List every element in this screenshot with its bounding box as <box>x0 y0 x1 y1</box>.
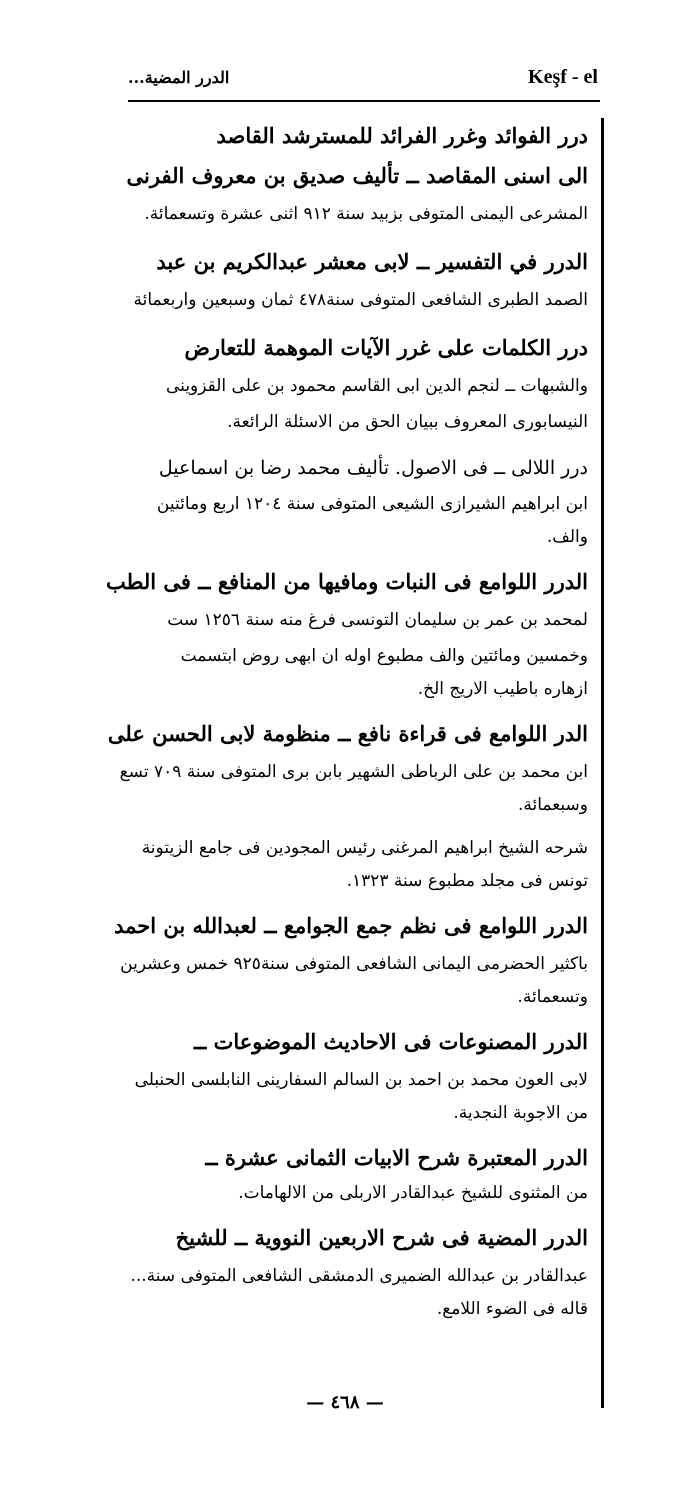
entry-title-line: الدرر المصنوعات فى الاحاديث الموضوعات ــ <box>193 1029 588 1054</box>
entry-title-line: الدر اللوامع فى قراءة نافع ــ منظومة لابى الحسن على <box>107 721 588 746</box>
entry-line: الصمد الطبرى الشافعى المتوفى سنة٤٧٨ ثمان وسبعين واربعمائة <box>133 290 588 310</box>
margin-rule <box>601 118 604 1408</box>
entry-line: ازهاره باطيب الاريج الخ. <box>417 679 588 699</box>
entry <box>106 562 588 704</box>
entry-line: الى اسنى المقاصد ــ تأليف صديق بن معروف الفرنى <box>126 163 588 188</box>
entry <box>128 242 588 318</box>
entry-line: والف. <box>546 527 588 547</box>
entry <box>128 328 588 440</box>
entry-line: تونس فى مجلد مطبوع سنة ١٣٢٣. <box>346 871 588 891</box>
entry-line: وخمسين ومائتين والف مطبوع اوله ان ابهى روض ابتسمت <box>180 646 588 666</box>
entry-line: من المثنوى للشيخ عبدالقادر الاربلى من الالهامات. <box>238 1183 588 1203</box>
page-number: — ٤٦٨ — <box>306 1392 384 1413</box>
header-left-text: الدرر المضية... <box>128 68 230 87</box>
running-header <box>128 60 598 100</box>
entry <box>128 830 588 896</box>
entry-title-line: الدرر اللوامع فى النبات ومافيها من المنافع ــ فى الطب <box>106 569 588 594</box>
entry <box>128 116 588 232</box>
entry-title-line: درر الكلمات على غرر الآيات الموهمة للتعارض <box>184 335 588 360</box>
entry-line: قاله فى الضوء اللامع. <box>436 1299 588 1319</box>
entry-title-line: الدرر المضية فى شرح الاربعين النووية ــ للشيخ <box>175 1225 588 1250</box>
entry-title-line: الدرر اللوامع فى نظم جمع الجوامع ــ لعبدالله بن احمد <box>114 913 588 938</box>
page-body <box>106 116 588 1386</box>
entry-line: لمحمد بن عمر بن سليمان التونسى فرغ منه سنة ١٢٥٦ ست <box>167 610 588 630</box>
header-right-text: Keşf - el <box>528 66 598 88</box>
entry-line: من الاجوبة النجدية. <box>453 1103 588 1123</box>
entry <box>128 1138 588 1208</box>
entry-line: وتسعمائة. <box>517 987 588 1007</box>
entry-title-line: الدرر في التفسير ــ لابى معشر عبدالكريم بن عبد <box>156 249 588 274</box>
entry-line: ابن محمد بن على الرباطى الشهير بابن برى المتوفى سنة ٧٠٩ تسع <box>119 762 588 782</box>
entry-line: النيسابورى المعروف ببيان الحق من الاسئلة الرائعة. <box>227 412 588 432</box>
entry-title-line: الدرر المعتبرة شرح الابيات الثمانى عشرة ــ <box>205 1145 588 1170</box>
entry <box>107 714 588 820</box>
entry-title-line: درر الفوائد وغرر الفرائد للمسترشد القاصد <box>216 123 588 148</box>
entry-line: شرحه الشيخ ابراهيم المرغنى رئيس المجودين فى جامع الزيتونة <box>141 838 588 858</box>
entry-title-line: درر اللالى ــ فى الاصول. تأليف محمد رضا بن اسماعيل <box>158 457 588 479</box>
entry <box>128 1022 588 1128</box>
entry-line: ابن ابراهيم الشيرازى الشيعى المتوفى سنة ١٢٠٤ اربع ومائتين <box>156 494 588 514</box>
entry-line: عبدالقادر بن عبدالله الضميرى الدمشقى الشافعى المتوفى سنة... <box>130 1266 588 1286</box>
entry-line: لابى العون محمد بن احمد بن السالم السفارينى النابلسى الحنبلى <box>134 1070 588 1090</box>
entry <box>128 450 588 552</box>
entry <box>114 906 588 1012</box>
entry-line: وسبعمائة. <box>517 795 588 815</box>
entry <box>128 1218 588 1324</box>
header-rule <box>128 100 600 102</box>
entry-line: والشبهات ــ لنجم الدين ابى القاسم محمود بن على القزوينى <box>166 376 588 396</box>
entry-line: المشرعى اليمنى المتوفى بزبيد سنة ٩١٢ اثنى عشرة وتسعمائة. <box>144 204 588 224</box>
entry-line: باكثير الحضرمى اليمانى الشافعى المتوفى سنة٩٢٥ خمس وعشرين <box>120 954 588 974</box>
